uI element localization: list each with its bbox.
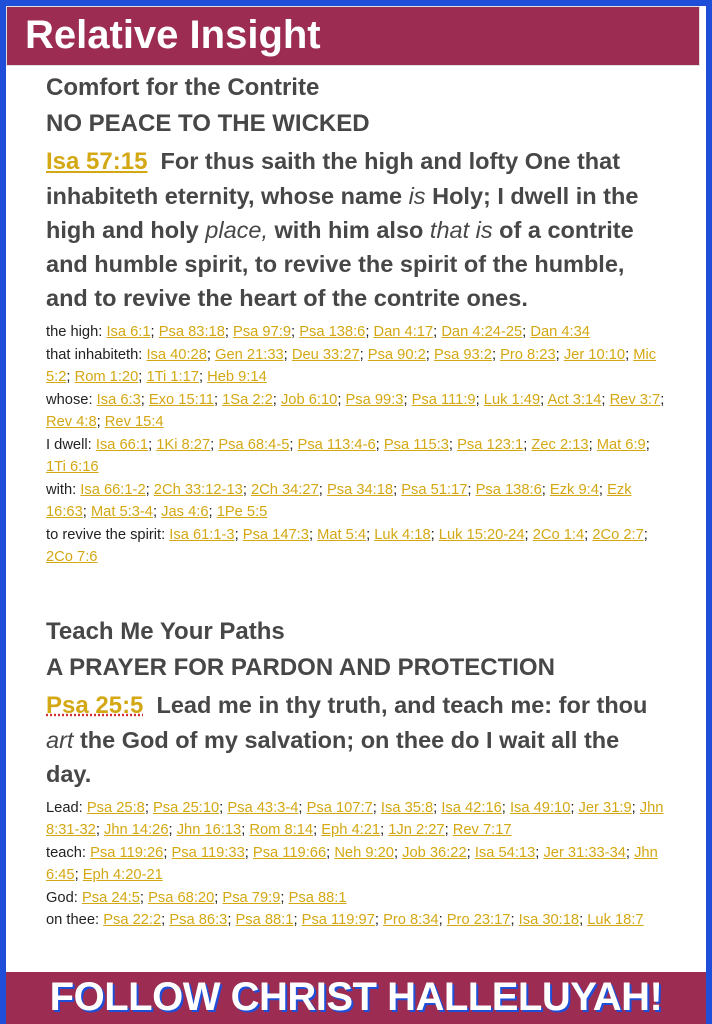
xref-link[interactable]: Rev 7:17 — [452, 822, 512, 838]
xref-link[interactable]: Mat 6:9 — [596, 436, 646, 453]
xref-link[interactable]: Job 6:10 — [280, 391, 338, 408]
xref-link[interactable]: Luk 1:49 — [483, 391, 541, 408]
xref-link[interactable]: Jhn 16:13 — [176, 822, 242, 838]
xref-link[interactable]: Jer 31:9 — [578, 799, 632, 816]
xref-link[interactable]: Isa 6:3 — [96, 391, 141, 408]
xref-label: God: — [46, 889, 78, 906]
xref-label: that inhabiteth: — [46, 346, 143, 363]
section-comfort — [46, 70, 670, 569]
xref-link[interactable]: Dan 4:17 — [373, 324, 434, 340]
xref-link[interactable]: 2Co 2:7 — [592, 526, 644, 543]
xref-link[interactable]: Zec 2:13 — [531, 436, 589, 453]
verse-part: of a contrite and humble spirit, to revive the spirit of the humble, and to revive the heart of the contrite ones. — [46, 217, 634, 311]
cross-references — [46, 321, 670, 569]
xref-link[interactable]: Dan 4:34 — [530, 324, 590, 340]
xref-link[interactable]: Isa 66:1-2 — [80, 481, 146, 498]
xref-link[interactable]: Isa 40:28 — [146, 346, 207, 363]
xref-link[interactable]: Rev 15:4 — [104, 414, 164, 430]
verse-part: Holy; I dwell in the high and holy — [46, 183, 639, 243]
xref-link[interactable]: Exo 15:11 — [148, 391, 214, 408]
xref-link[interactable]: 1Ki 8:27 — [156, 436, 211, 453]
xref-link[interactable]: Psa 111:9 — [411, 391, 476, 408]
xref-line: I dwell: Isa 66:1; 1Ki 8:27; Psa 68:4-5; Psa 113:4-6; Psa 115:3; Psa 123:1; Zec 2:13; Mat 6:9; 1Ti 6:16 — [46, 436, 650, 475]
xref-link[interactable]: Psa 25:8 — [86, 799, 145, 816]
xref-link[interactable]: Psa 107:7 — [306, 799, 373, 816]
xref-link[interactable]: Deu 33:27 — [291, 346, 360, 363]
verse-part: the God of my salvation; on thee do I wait all the day. — [46, 726, 620, 787]
xref-link[interactable]: Mic 5:2 — [46, 346, 657, 385]
xref-line: teach: Psa 119:26; Psa 119:33; Psa 119:66; Neh 9:20; Job 36:22; Isa 54:13; Jer 31:33-34; Jhn 6:45; Eph 4:20-21 — [46, 844, 658, 883]
xref-link[interactable]: Job 36:22 — [402, 844, 467, 861]
xref-link[interactable]: 1Ti 1:17 — [146, 369, 199, 385]
xref-link[interactable]: Psa 147:3 — [242, 526, 309, 543]
xref-label: the high: — [46, 324, 103, 340]
xref-link[interactable]: Luk 18:7 — [587, 912, 644, 928]
xref-link[interactable]: Jhn 8:31-32 — [46, 799, 664, 838]
xref-label: with: — [46, 481, 77, 498]
xref-link[interactable]: Psa 93:2 — [433, 346, 492, 363]
verse-text — [46, 688, 670, 791]
xref-link[interactable]: Psa 99:3 — [345, 391, 404, 408]
xref-link[interactable]: Psa 88:1 — [288, 889, 347, 906]
bottom-banner — [6, 972, 706, 1024]
xref-label: I dwell: — [46, 436, 92, 453]
xref-link[interactable]: Psa 119:33 — [171, 844, 245, 861]
xref-link[interactable]: Rev 3:7 — [609, 391, 661, 408]
xref-link[interactable]: Jer 31:33-34 — [543, 844, 626, 861]
xref-link[interactable]: Psa 43:3-4 — [227, 799, 299, 816]
section-gap — [46, 569, 670, 614]
xref-link[interactable]: 1Pe 5:5 — [216, 504, 268, 520]
xref-link[interactable]: Psa 119:26 — [90, 844, 164, 861]
xref-link[interactable]: Jas 4:6 — [161, 504, 209, 520]
section-title: Teach Me Your Paths — [46, 617, 285, 645]
xref-line: on thee: Psa 22:2; Psa 86:3; Psa 88:1; Psa 119:97; Pro 8:34; Pro 23:17; Isa 30:18; Luk 18:7 — [46, 912, 644, 928]
content — [46, 70, 670, 932]
xref-link[interactable]: Psa 24:5 — [81, 889, 140, 906]
footer-slogan: FOLLOW CHRIST HALLELUYAH! — [49, 975, 663, 1019]
verse-part: For thus saith the high and lofty One that inhabiteth eternity, whose name — [46, 148, 621, 209]
xref-link[interactable]: Psa 138:6 — [299, 324, 366, 340]
xref-link[interactable]: Jer 10:10 — [563, 346, 626, 363]
xref-link[interactable]: Ezk 9:4 — [549, 481, 599, 498]
verse-text — [46, 144, 670, 315]
xref-link[interactable]: Rom 1:20 — [74, 369, 139, 385]
verse-italic: place, — [205, 217, 268, 243]
xref-link[interactable]: Psa 138:6 — [475, 481, 542, 498]
xref-label: Lead: — [46, 799, 83, 816]
xref-link[interactable]: Psa 97:9 — [233, 324, 292, 340]
verse-part: with him also — [268, 217, 430, 243]
verse-italic: that is — [429, 217, 493, 243]
xref-link[interactable]: Rev 4:8 — [46, 414, 97, 430]
page-frame — [6, 6, 706, 1018]
xref-link[interactable]: Pro 8:34 — [383, 912, 439, 928]
xref-link[interactable]: Isa 61:1-3 — [169, 526, 235, 543]
xref-link[interactable]: Ezk 16:63 — [46, 481, 632, 520]
xref-link[interactable]: Isa 49:10 — [509, 799, 571, 816]
xref-link[interactable]: Gen 21:33 — [215, 346, 284, 363]
xref-line: to revive the spirit: Isa 61:1-3; Psa 147:3; Mat 5:4; Luk 4:18; Luk 15:20-24; 2Co 1:4; 2Co 2:7; 2Co 7:6 — [46, 526, 648, 565]
xref-line: whose: Isa 6:3; Exo 15:11; 1Sa 2:2; Job 6:10; Psa 99:3; Psa 111:9; Luk 1:49; Act 3:14; Rev 3:7; Rev 4:8; Rev 15:4 — [46, 391, 665, 430]
xref-link[interactable]: Eph 4:21 — [321, 822, 381, 838]
xref-line: God: Psa 24:5; Psa 68:20; Psa 79:9; Psa 88:1 — [46, 889, 347, 906]
xref-link[interactable]: Rom 8:14 — [249, 822, 314, 838]
xref-link[interactable]: Psa 90:2 — [367, 346, 426, 363]
xref-link[interactable]: Psa 113:4-6 — [297, 436, 376, 453]
xref-link[interactable]: Psa 119:66 — [252, 844, 327, 861]
xref-link[interactable]: Psa 25:10 — [153, 799, 220, 816]
xref-link[interactable]: Psa 79:9 — [222, 889, 281, 906]
xref-link[interactable]: 2Ch 34:27 — [250, 481, 319, 498]
xref-link[interactable]: Psa 68:20 — [148, 889, 215, 906]
xref-link[interactable]: 2Ch 33:12-13 — [153, 481, 243, 498]
xref-link[interactable]: Psa 83:18 — [158, 324, 225, 340]
xref-label: on thee: — [46, 912, 100, 928]
xref-link[interactable]: Psa 22:2 — [103, 912, 162, 928]
section-teach — [46, 614, 670, 932]
verse-italic: art — [46, 726, 74, 753]
xref-line: Lead: Psa 25:8; Psa 25:10; Psa 43:3-4; Psa 107:7; Isa 35:8; Isa 42:16; Isa 49:10; Jer 31:9; Jhn 8:31-32; Jhn 14:26; Jhn 16:13; Rom 8:14; Eph 4:21; 1Jn 2:27; Rev 7:17 — [46, 799, 664, 838]
xref-link[interactable]: Isa 66:1 — [95, 436, 149, 453]
xref-link[interactable]: Isa 6:1 — [106, 324, 151, 340]
xref-link[interactable]: Luk 4:18 — [374, 526, 431, 543]
xref-link[interactable]: Psa 34:18 — [326, 481, 394, 498]
xref-link[interactable]: 1Sa 2:2 — [222, 391, 273, 408]
xref-link[interactable]: Act 3:14 — [547, 391, 602, 408]
xref-link[interactable]: Pro 8:23 — [500, 346, 556, 363]
xref-link[interactable]: Isa 42:16 — [441, 799, 502, 816]
xref-label: to revive the spirit: — [46, 526, 166, 543]
verse-reference-link[interactable]: Psa 25:5 — [46, 691, 144, 719]
xref-link[interactable]: 1Ti 6:16 — [46, 459, 99, 475]
verse-part: Lead me in thy truth, and teach me: for thou — [149, 691, 648, 718]
xref-label: teach: — [46, 844, 87, 861]
xref-link[interactable]: Psa 86:3 — [169, 912, 228, 928]
xref-link[interactable]: Mat 5:4 — [317, 526, 367, 543]
xref-link[interactable]: Isa 30:18 — [518, 912, 580, 928]
xref-line: the high: Isa 6:1; Psa 83:18; Psa 97:9; Psa 138:6; Dan 4:17; Dan 4:24-25; Dan 4:34 — [46, 324, 590, 340]
xref-link[interactable]: Psa 88:1 — [235, 912, 294, 928]
brand-title: Relative Insight — [25, 13, 321, 57]
xref-link[interactable]: Psa 119:97 — [301, 912, 375, 928]
xref-link[interactable]: 1Jn 2:27 — [388, 822, 445, 838]
xref-link[interactable]: Neh 9:20 — [334, 844, 394, 861]
xref-line: with: Isa 66:1-2; 2Ch 33:12-13; 2Ch 34:27; Psa 34:18; Psa 51:17; Psa 138:6; Ezk 9:4; Ezk 16:63; Mat 5:3-4; Jas 4:6; 1Pe 5:5 — [46, 481, 632, 520]
section-subtitle: A PRAYER FOR PARDON AND PROTECTION — [46, 653, 555, 681]
xref-link[interactable]: Mat 5:3-4 — [90, 504, 153, 520]
xref-link[interactable]: Psa 115:3 — [383, 436, 449, 453]
xref-link[interactable]: Jhn 14:26 — [104, 822, 169, 838]
xref-link[interactable]: 2Co 7:6 — [46, 549, 98, 565]
xref-label: whose: — [46, 391, 93, 408]
xref-link[interactable]: Dan 4:24-25 — [441, 324, 523, 340]
top-banner — [6, 6, 700, 66]
xref-link[interactable]: Isa 35:8 — [380, 799, 434, 816]
verse-reference-link[interactable]: Isa 57:15 — [46, 148, 148, 175]
xref-link[interactable]: Jhn 6:45 — [46, 844, 658, 883]
xref-link[interactable]: Isa 54:13 — [474, 844, 536, 861]
verse-italic: is — [408, 183, 426, 209]
xref-link[interactable]: Luk 15:20-24 — [438, 526, 525, 543]
xref-link[interactable]: Psa 51:17 — [401, 481, 468, 498]
section-title: Comfort for the Contrite — [46, 74, 320, 101]
xref-link[interactable]: Pro 23:17 — [446, 912, 511, 928]
xref-link[interactable]: Psa 123:1 — [457, 436, 524, 453]
xref-line: that inhabiteth: Isa 40:28; Gen 21:33; Deu 33:27; Psa 90:2; Psa 93:2; Pro 8:23; Jer 10:10; Mic 5:2; Rom 1:20; 1Ti 1:17; Heb 9:14 — [46, 346, 657, 385]
cross-references — [46, 797, 670, 932]
section-subtitle: NO PEACE TO THE WICKED — [46, 110, 370, 137]
xref-link[interactable]: 2Co 1:4 — [532, 526, 585, 543]
xref-link[interactable]: Heb 9:14 — [207, 369, 267, 385]
xref-link[interactable]: Eph 4:20-21 — [82, 867, 163, 883]
xref-link[interactable]: Psa 68:4-5 — [218, 436, 290, 453]
